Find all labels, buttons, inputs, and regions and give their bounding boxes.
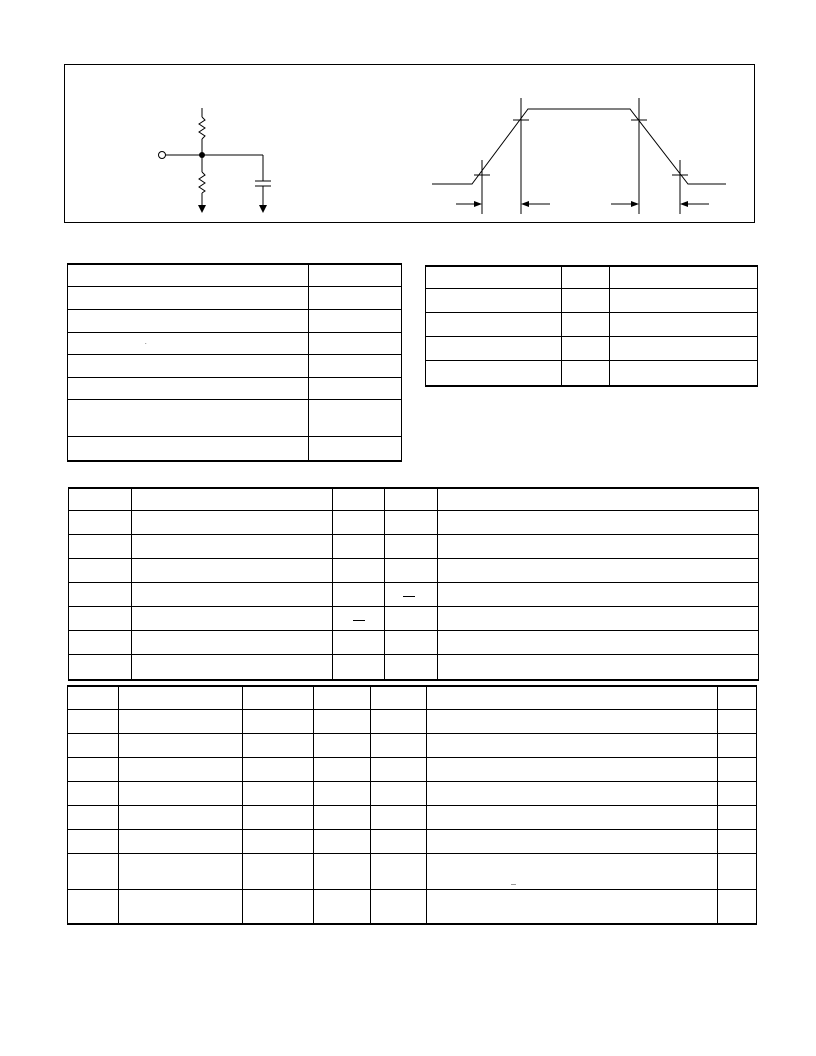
rise-time-arrow-in [474,201,482,207]
pull-up-resistor [199,117,205,139]
stray-dot: . [145,340,147,346]
ground-arrow-right [259,205,267,213]
test-load-circuit-diagram [159,108,272,213]
table-b [425,266,758,386]
table-c [68,488,759,680]
rise-fall-time-waveform [432,98,726,214]
output-pin-terminal [159,152,166,159]
fall-time-arrow-in [631,201,639,207]
table-a [67,264,402,461]
rise-time-arrow-out [521,201,529,207]
figure-frame [65,65,755,223]
waveform-trace [432,109,726,184]
table-d [67,686,757,924]
pull-down-resistor [199,172,205,193]
fall-time-arrow-out [680,201,688,207]
ground-arrow-left [198,205,206,213]
